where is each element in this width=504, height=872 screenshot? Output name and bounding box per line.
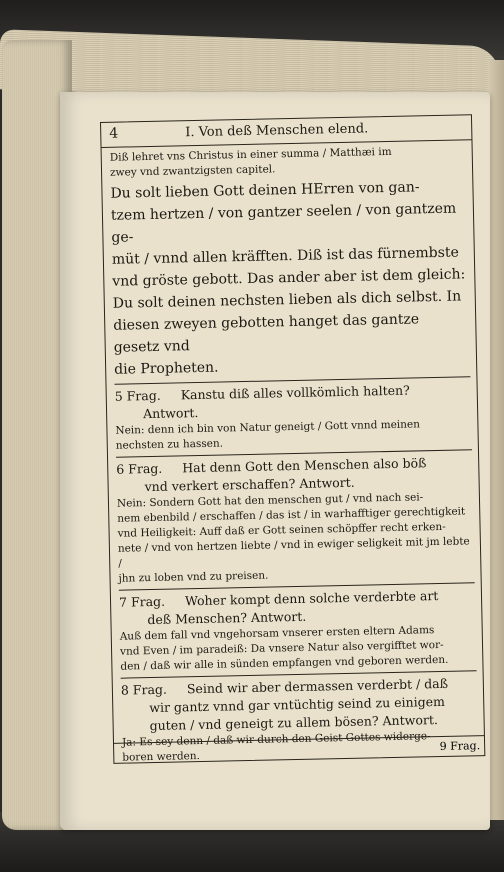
commandment-text: [110, 175, 470, 380]
question-text: wir gantz vnnd gar vntüchtig seind zu einigem: [149, 693, 446, 716]
answer-line: Nein: denn ich bin von Natur geneigt / Gott vnnd meinen: [115, 418, 421, 437]
question-block-7: [119, 582, 477, 674]
question-number: 7 Frag.: [118, 593, 166, 610]
answer-line: den / daß wir alle in sünden empfangen vnd geboren werden.: [120, 653, 449, 673]
question-text: Woher kompt denn solche verderbte art: [184, 588, 439, 609]
commandment-line: Du solt deinen nechsten lieben als dich selbst. In: [112, 288, 462, 312]
question-text: Seind wir aber dermassen verderbt / daß: [186, 675, 449, 697]
answer-line: nechsten zu hassen.: [115, 437, 224, 452]
book-right-edge: [488, 60, 504, 820]
answer-line: vnd Even / im paradeiß: Da vnsere Natur also vergifftet wor-: [119, 638, 444, 658]
answer-line: nem ebenbild / erschaffen / das ist / in warhafftiger gerechtigkeit: [117, 505, 466, 525]
answer-line: Nein: Sondern Gott hat den menschen gut / vnd nach sei-: [116, 491, 424, 510]
page-content: [110, 143, 479, 765]
text-frame: [100, 114, 485, 764]
answer-line: jhn zu loben vnd zu preisen.: [118, 569, 269, 585]
question-number: 8 Frag.: [120, 681, 168, 698]
question-number: 5 Frag.: [114, 387, 161, 404]
answer-line: Auß dem fall vnd vngehorsam vnserer ersten eltern Adams: [119, 624, 435, 643]
commandment-line: Du solt lieben Gott deinen HErren von gan-: [110, 179, 420, 202]
question-block-5: [114, 376, 471, 453]
answer-line: nete / vnd von hertzen liebte / vnd in ewiger seligkeit mit jm lebte /: [117, 535, 470, 570]
running-title: I. Von deß Menschen elend.: [185, 121, 369, 141]
answer-line: Ja: Es sey denn / daß wir durch den Geist Gottes widerge-: [121, 730, 431, 749]
question-text: vnd verkert erschaffen? Antwort.: [144, 474, 355, 495]
question-block-6: [116, 449, 475, 586]
question-text: deß Menschen? Antwort.: [147, 608, 307, 628]
intro-line: zwey vnd zwantzigsten capitel.: [109, 163, 276, 179]
catchword: 9 Frag.: [439, 739, 481, 754]
answer-line: boren werden.: [122, 750, 201, 764]
question-number: 6 Frag.: [116, 460, 163, 477]
question-text: guten / vnd geneigt zu allem bösen? Antwort.: [149, 712, 439, 734]
page-header: [101, 115, 471, 148]
question-text: Antwort.: [142, 405, 199, 422]
question-text: Kanstu diß alles vollkömlich halten?: [180, 382, 410, 403]
commandment-line: müt / vnnd allen kräfften. Diß ist das fürnembste: [111, 244, 459, 268]
commandment-line: vnd gröste gebott. Das ander aber ist dem gleich:: [112, 266, 466, 290]
commandment-line: tzem hertzen / von gantzer seelen / von gantzem ge-: [110, 200, 457, 246]
page-number: 4: [109, 125, 119, 142]
intro-line: Diß lehret vns Christus in einer summa / Matthæi im: [109, 145, 392, 164]
commandment-line: diesen zweyen gebotten hanget das gantze gesetz vnd: [113, 311, 420, 356]
commandment-line: die Propheten.: [114, 359, 219, 378]
answer-line: vnd Heiligkeit: Auff daß er Gott seinen schöpffer recht erken-: [117, 520, 446, 540]
question-text: Hat denn Gott den Menschen also böß: [182, 455, 427, 476]
